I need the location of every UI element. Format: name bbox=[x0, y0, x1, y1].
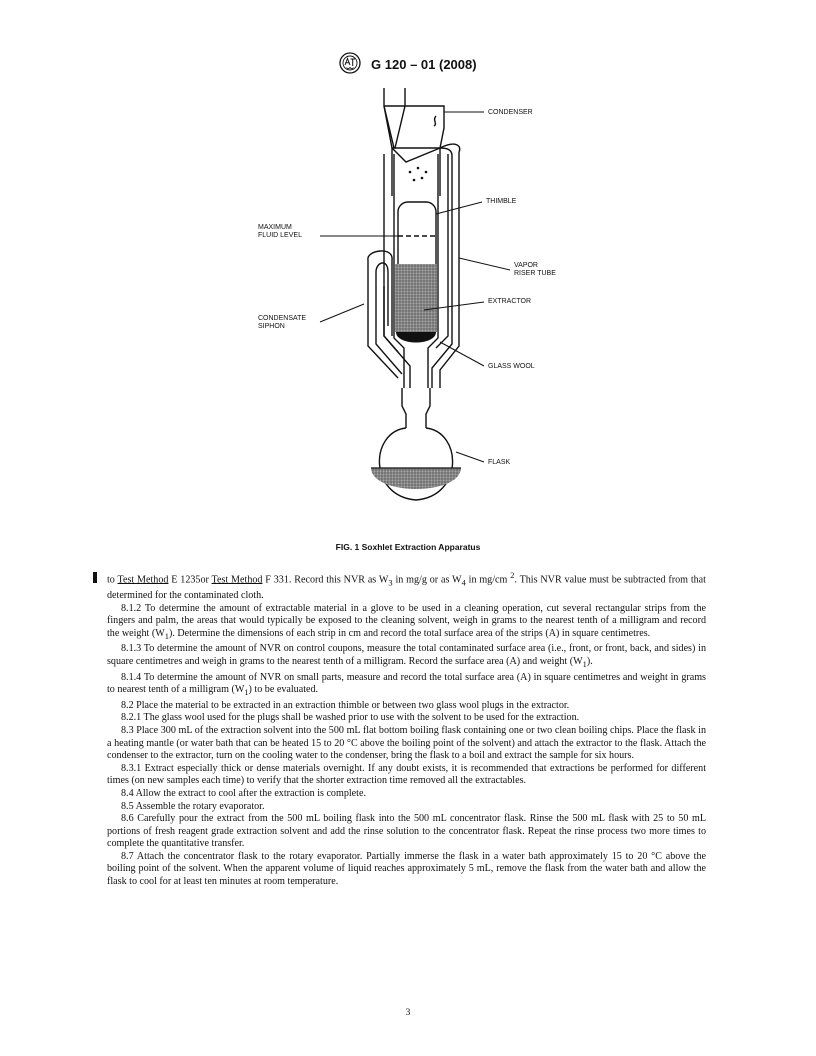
label-condensate-siphon: CONDENSATE SIPHON bbox=[258, 315, 307, 330]
label-vapor-riser: VAPOR RISER TUBE bbox=[514, 262, 556, 277]
paragraph-8-3: 8.3 Place 300 mL of the extraction solvent into the 500 mL flat bottom boiling flask containing one or two clean boiling chips. Place the flask in a heating mantle (or water bath that can be heated 15 to 20 °C above the boiling point of the solvent) and attach the extractor to the flask. Attach the condenser to the extractor, turn on the cooling water to the condenser, bring the flask to a boil and extract the sample for six hours. bbox=[107, 724, 706, 762]
paragraph-8-3-1: 8.3.1 Extract especially thick or dense materials overnight. If any doubt exists, it is recommended that extractions be performed for different times (on new samples each time) to verify that the shorter extraction time removed all the extractables. bbox=[107, 762, 706, 787]
label-max-fluid-level: MAXIMUM FLUID LEVEL bbox=[258, 224, 302, 239]
paragraph-8-1-2: 8.1.2 To determine the amount of extractable material in a glove to be used in a cleaning operation, cut several rectangular strips from the fingers and palm, the areas that would typically be exposed to the cleaning solvent, weigh in grams to the nearest tenth of a milligram and record the weight $(W_1)$. Determine the dimensions of each strip in cm and record the total surface area of the strips (A) in square centimetres. bbox=[107, 602, 706, 641]
label-extractor: EXTRACTOR bbox=[488, 298, 532, 305]
page-number: 3 bbox=[405, 1008, 411, 1018]
paragraph-8-1-3: 8.1.3 To determine the amount of NVR on control coupons, measure the total contaminated surface area (i.e., front, or front, back, and sides) in square centimetres and weigh in grams to the nearest tenth of a milligram. Record the surface area (A) and weight $(W_1)$. bbox=[107, 643, 706, 669]
standard-designation: G 120 – 01 (2008) bbox=[371, 57, 477, 72]
paragraph-8-2: 8.2 Place the material to be extracted in an extraction thimble or between two glass wool plugs in the extractor. bbox=[121, 699, 570, 711]
label-condenser: CONDENSER bbox=[488, 109, 533, 116]
droplets-icon bbox=[409, 167, 428, 182]
paragraph-8-2-1: 8.2.1 The glass wool used for the plugs shall be washed prior to use with the solvent to be used for the extraction. bbox=[121, 712, 580, 724]
astm-logo-icon bbox=[339, 52, 361, 77]
label-thimble: THIMBLE bbox=[486, 198, 517, 205]
body-text bbox=[107, 570, 706, 889]
flask-neck bbox=[402, 388, 430, 428]
paragraph-8-1-4: 8.1.4 To determine the amount of NVR on small parts, measure and record the total surface area (A) in square centimetres and weight in grams to nearest tenth of a milligram $(W_1)$ to be evaluated. bbox=[107, 671, 706, 698]
paragraph-8-4: 8.4 Allow the extract to cool after the extraction is complete. bbox=[121, 787, 366, 799]
flask bbox=[379, 428, 452, 500]
figure-caption: FIG. 1 Soxhlet Extraction Apparatus bbox=[335, 542, 481, 552]
paragraph-8-5: 8.5 Assemble the rotary evaporator. bbox=[121, 800, 265, 812]
label-flask: FLASK bbox=[488, 459, 511, 466]
soxhlet-figure bbox=[0, 76, 816, 536]
soxhlet-apparatus-diagram bbox=[0, 76, 816, 536]
paragraph-8-6: 8.6 Carefully pour the extract from the 500 mL boiling flask into the 500 mL concentrator flask. Rinse the 500 mL flask with 25 to 50 mL portions of fresh reagent grade extraction solvent and add the rinse solution to the concentrator flask. Repeat the rinse process two more times to complete the quantitative transfer. bbox=[107, 813, 706, 850]
test-method-link[interactable]: Test Method bbox=[211, 574, 263, 586]
label-glass-wool: GLASS WOOL bbox=[488, 363, 535, 370]
page-header bbox=[0, 52, 816, 77]
test-method-link[interactable]: Test Method bbox=[117, 574, 169, 586]
paragraph-continuation: to Test Method E 1235or Test Method F 331. Record this NVR as $W_3$ in mg/g or as $W_4$ in mg/cm $^2$. This NVR value must be subtracted from that determined for the contaminated cloth. bbox=[107, 571, 706, 601]
condenser-tube bbox=[384, 88, 405, 148]
revision-change-bar bbox=[93, 572, 97, 583]
paragraph-8-7: 8.7 Attach the concentrator flask to the rotary evaporator. Partially immerse the flask in a water bath approximately 15 to 20 °C above the boiling point of the solvent. When the apparent volume of liquid reaches approximately 5 mL, remove the flask from the water bath and allow the flask to cool for at least ten minutes at room temperature. bbox=[107, 850, 706, 888]
